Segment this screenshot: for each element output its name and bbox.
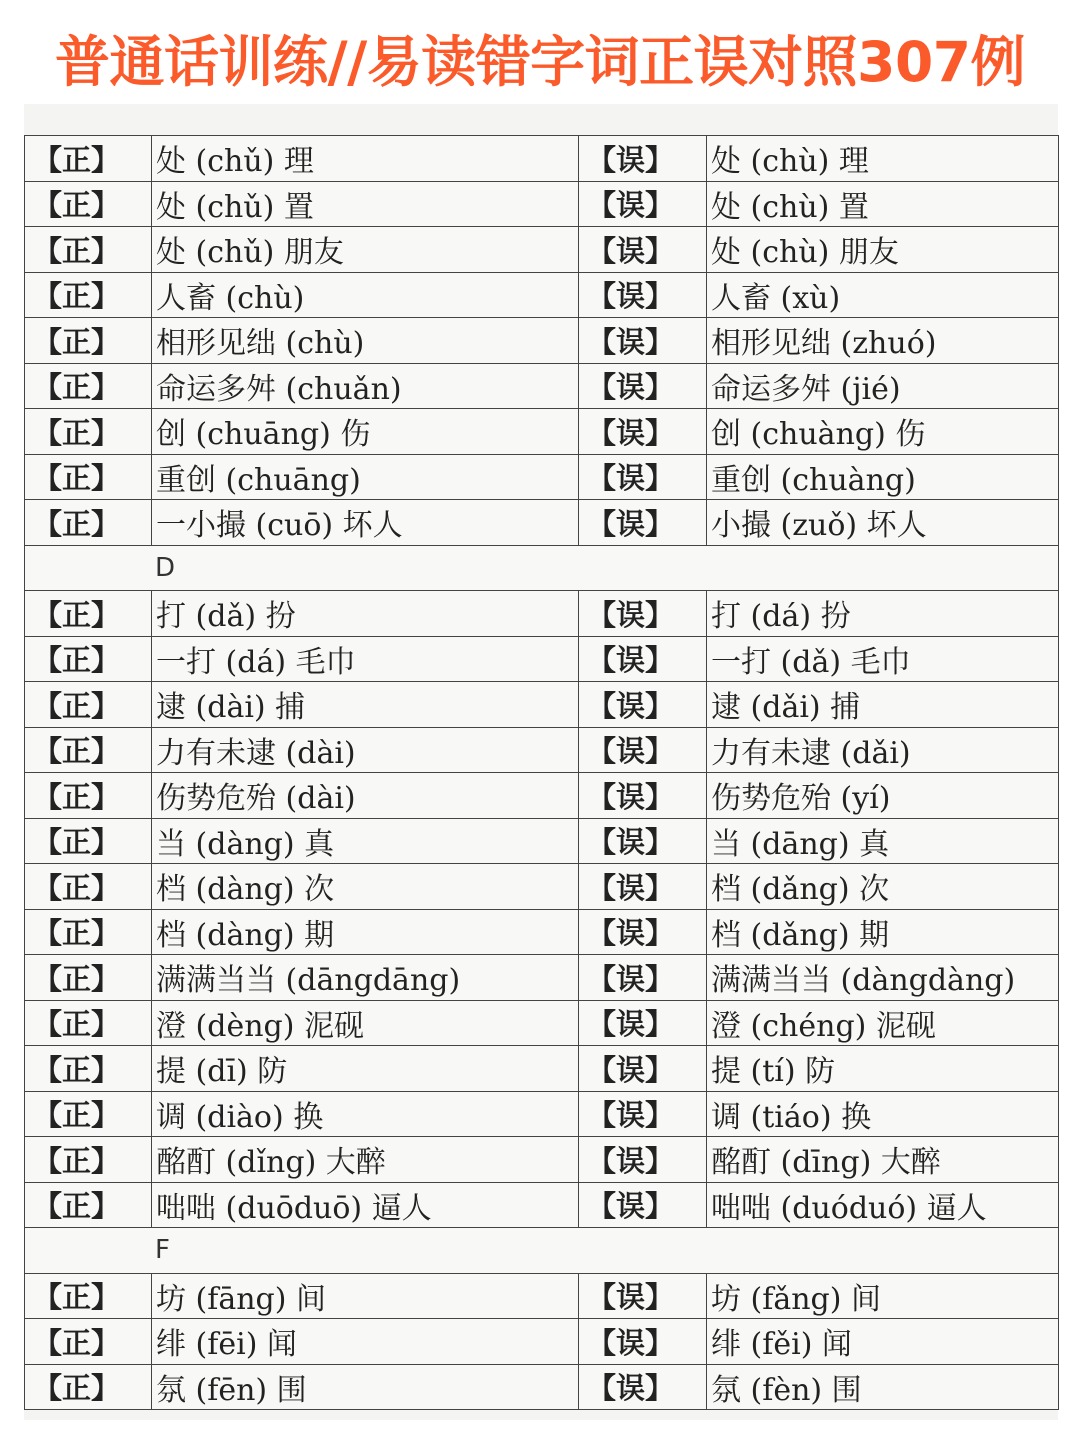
correct-reading: 提 (dī) 防 [152, 1046, 579, 1092]
correct-reading: 伤势危殆 (dài) [152, 773, 579, 819]
wrong-reading: 处 (chù) 朋友 [707, 227, 1059, 273]
table-row [25, 409, 1059, 455]
table-row [25, 318, 1059, 364]
table-row [25, 1182, 1059, 1228]
correct-reading: 一打 (dá) 毛巾 [152, 636, 579, 682]
table-row [25, 1364, 1059, 1410]
table-row [25, 500, 1059, 546]
correct-tag: 【正】 [25, 773, 152, 819]
wrong-tag: 【误】 [579, 909, 707, 955]
wrong-reading: 澄 (chéng) 泥砚 [707, 1000, 1059, 1046]
wrong-tag: 【误】 [579, 227, 707, 273]
correct-tag: 【正】 [25, 1319, 152, 1365]
correct-tag: 【正】 [25, 181, 152, 227]
correct-wrong-table [24, 135, 1059, 1410]
correct-reading: 酩酊 (dǐng) 大醉 [152, 1137, 579, 1183]
wrong-reading: 逮 (dǎi) 捕 [707, 682, 1059, 728]
wrong-reading: 一打 (dǎ) 毛巾 [707, 636, 1059, 682]
wrong-tag: 【误】 [579, 500, 707, 546]
table-row [25, 818, 1059, 864]
table-row [25, 136, 1059, 182]
wrong-reading: 打 (dá) 扮 [707, 591, 1059, 637]
wrong-reading: 咄咄 (duóduó) 逼人 [707, 1182, 1059, 1228]
wrong-reading: 重创 (chuàng) [707, 454, 1059, 500]
correct-tag: 【正】 [25, 454, 152, 500]
table-row [25, 955, 1059, 1001]
wrong-reading: 相形见绌 (zhuó) [707, 318, 1059, 364]
wrong-reading: 调 (tiáo) 换 [707, 1091, 1059, 1137]
wrong-tag: 【误】 [579, 363, 707, 409]
wrong-tag: 【误】 [579, 1182, 707, 1228]
table-row [25, 181, 1059, 227]
table-row [25, 1000, 1059, 1046]
correct-tag: 【正】 [25, 1137, 152, 1183]
correct-reading: 命运多舛 (chuǎn) [152, 363, 579, 409]
wrong-tag: 【误】 [579, 409, 707, 455]
correct-tag: 【正】 [25, 136, 152, 182]
wrong-tag: 【误】 [579, 136, 707, 182]
correct-reading: 满满当当 (dāngdāng) [152, 955, 579, 1001]
wrong-tag: 【误】 [579, 955, 707, 1001]
wrong-tag: 【误】 [579, 818, 707, 864]
wrong-tag: 【误】 [579, 1091, 707, 1137]
correct-reading: 打 (dǎ) 扮 [152, 591, 579, 637]
correct-tag: 【正】 [25, 682, 152, 728]
wrong-reading: 提 (tí) 防 [707, 1046, 1059, 1092]
wrong-tag: 【误】 [579, 591, 707, 637]
wrong-tag: 【误】 [579, 1137, 707, 1183]
correct-reading: 力有未逮 (dài) [152, 727, 579, 773]
correct-reading: 档 (dàng) 次 [152, 864, 579, 910]
correct-reading: 处 (chǔ) 理 [152, 136, 579, 182]
correct-reading: 绯 (fēi) 闻 [152, 1319, 579, 1365]
correct-tag: 【正】 [25, 864, 152, 910]
wrong-reading: 绯 (fěi) 闻 [707, 1319, 1059, 1365]
correct-tag: 【正】 [25, 1000, 152, 1046]
wrong-reading: 坊 (fǎng) 间 [707, 1273, 1059, 1319]
correct-tag: 【正】 [25, 500, 152, 546]
table-row [25, 727, 1059, 773]
section-letter-row [25, 1228, 1059, 1274]
section-letter: F [25, 1228, 1059, 1274]
wrong-reading: 命运多舛 (jié) [707, 363, 1059, 409]
correct-tag: 【正】 [25, 1046, 152, 1092]
table-row [25, 1137, 1059, 1183]
wrong-reading: 酩酊 (dīng) 大醉 [707, 1137, 1059, 1183]
correct-tag: 【正】 [25, 227, 152, 273]
wrong-reading: 当 (dāng) 真 [707, 818, 1059, 864]
wrong-tag: 【误】 [579, 1364, 707, 1410]
table-row [25, 1046, 1059, 1092]
wrong-tag: 【误】 [579, 272, 707, 318]
wrong-reading: 力有未逮 (dǎi) [707, 727, 1059, 773]
wrong-tag: 【误】 [579, 454, 707, 500]
wrong-reading: 档 (dǎng) 次 [707, 864, 1059, 910]
wrong-tag: 【误】 [579, 318, 707, 364]
wrong-tag: 【误】 [579, 1319, 707, 1365]
wrong-reading: 档 (dǎng) 期 [707, 909, 1059, 955]
correct-reading: 处 (chǔ) 朋友 [152, 227, 579, 273]
wrong-tag: 【误】 [579, 181, 707, 227]
table-row [25, 591, 1059, 637]
wrong-reading: 小撮 (zuǒ) 坏人 [707, 500, 1059, 546]
table-row [25, 1273, 1059, 1319]
correct-tag: 【正】 [25, 1364, 152, 1410]
correct-tag: 【正】 [25, 636, 152, 682]
wrong-tag: 【误】 [579, 636, 707, 682]
section-letter-row [25, 545, 1059, 591]
section-letter: D [25, 545, 1059, 591]
correct-reading: 咄咄 (duōduō) 逼人 [152, 1182, 579, 1228]
table-row [25, 1091, 1059, 1137]
correct-tag: 【正】 [25, 1273, 152, 1319]
wrong-reading: 人畜 (xù) [707, 272, 1059, 318]
table-row [25, 1319, 1059, 1365]
wrong-reading: 处 (chù) 置 [707, 181, 1059, 227]
wrong-reading: 满满当当 (dàngdàng) [707, 955, 1059, 1001]
correct-reading: 相形见绌 (chù) [152, 318, 579, 364]
correct-reading: 人畜 (chù) [152, 272, 579, 318]
correct-tag: 【正】 [25, 409, 152, 455]
wrong-reading: 创 (chuàng) 伤 [707, 409, 1059, 455]
correct-reading: 逮 (dài) 捕 [152, 682, 579, 728]
page-title: 普通话训练//易读错字词正误对照307例 [55, 30, 1025, 94]
wrong-tag: 【误】 [579, 864, 707, 910]
correct-reading: 澄 (dèng) 泥砚 [152, 1000, 579, 1046]
wrong-tag: 【误】 [579, 682, 707, 728]
wrong-tag: 【误】 [579, 1273, 707, 1319]
wrong-tag: 【误】 [579, 773, 707, 819]
wrong-reading: 处 (chù) 理 [707, 136, 1059, 182]
wrong-tag: 【误】 [579, 1046, 707, 1092]
wrong-tag: 【误】 [579, 1000, 707, 1046]
table-row [25, 272, 1059, 318]
correct-tag: 【正】 [25, 909, 152, 955]
correct-tag: 【正】 [25, 591, 152, 637]
correct-tag: 【正】 [25, 363, 152, 409]
correct-reading: 档 (dàng) 期 [152, 909, 579, 955]
table-row [25, 909, 1059, 955]
correct-reading: 坊 (fāng) 间 [152, 1273, 579, 1319]
correct-reading: 氛 (fēn) 围 [152, 1364, 579, 1410]
wrong-reading: 氛 (fèn) 围 [707, 1364, 1059, 1410]
correct-tag: 【正】 [25, 1182, 152, 1228]
correct-tag: 【正】 [25, 727, 152, 773]
table-row [25, 227, 1059, 273]
table-row [25, 454, 1059, 500]
correct-tag: 【正】 [25, 1091, 152, 1137]
table-row [25, 773, 1059, 819]
table-row [25, 363, 1059, 409]
correct-reading: 调 (diào) 换 [152, 1091, 579, 1137]
table-row [25, 682, 1059, 728]
correct-reading: 创 (chuāng) 伤 [152, 409, 579, 455]
wrong-tag: 【误】 [579, 727, 707, 773]
correct-tag: 【正】 [25, 272, 152, 318]
table-row [25, 864, 1059, 910]
wrong-reading: 伤势危殆 (yí) [707, 773, 1059, 819]
table-body [25, 136, 1059, 1410]
correct-reading: 当 (dàng) 真 [152, 818, 579, 864]
correct-reading: 重创 (chuāng) [152, 454, 579, 500]
correct-tag: 【正】 [25, 818, 152, 864]
correct-tag: 【正】 [25, 318, 152, 364]
correct-tag: 【正】 [25, 955, 152, 1001]
correct-reading: 处 (chǔ) 置 [152, 181, 579, 227]
table-row [25, 636, 1059, 682]
correct-reading: 一小撮 (cuō) 坏人 [152, 500, 579, 546]
